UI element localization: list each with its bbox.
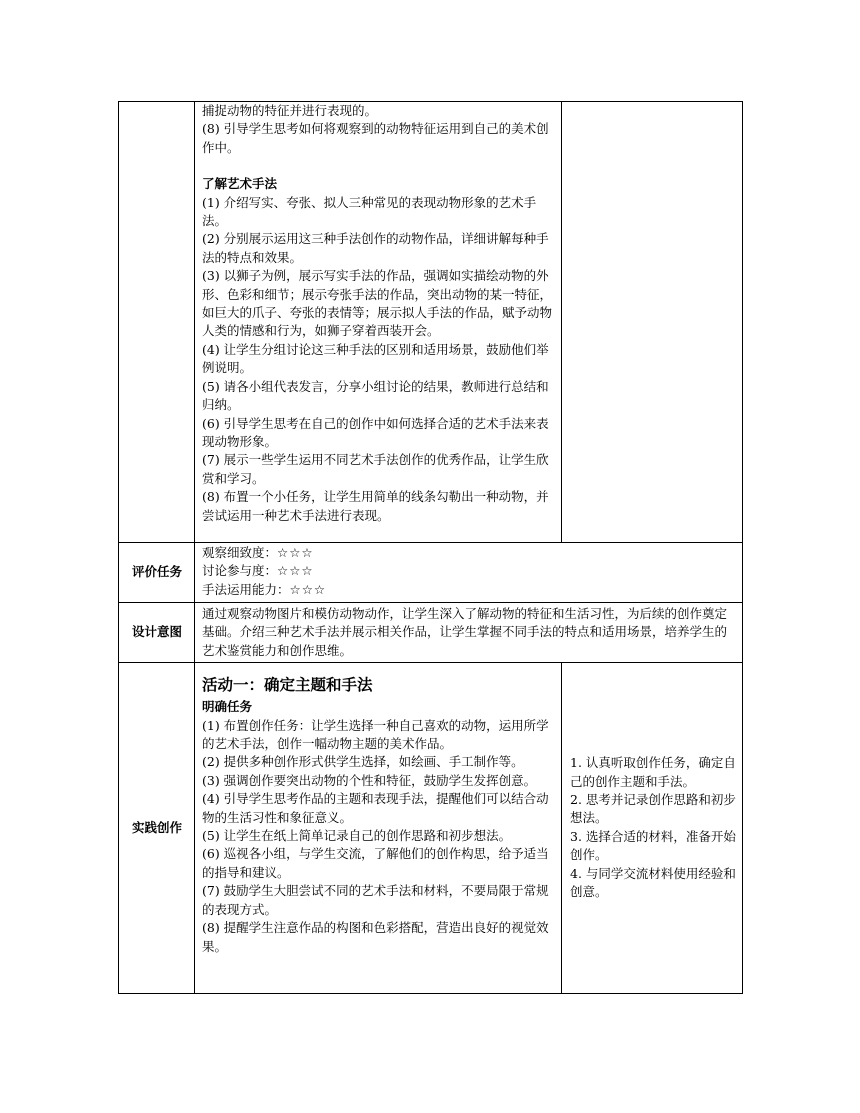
text-line: (3) 以狮子为例，展示写实手法的作品，强调如实描绘动物的外形、色彩和细节；展示夸张手法的作品，突出动物的某一特征，如巨大的爪子、夸张的表情等；展示拟人手法的作品，赋予动物人类的情感和行为，如狮子穿着西装开会。 [202,268,553,339]
section-subheading: 了解艺术手法 [202,176,278,192]
row-label-design-intent: 设计意图 [119,603,195,663]
blank-line [202,157,555,175]
lesson-plan-table [118,101,743,994]
star-rating: ☆☆☆ [289,581,327,597]
evaluation-cell [195,543,743,603]
text-line: (6) 引导学生思考在自己的创作中如何选择合适的艺术手法来表现动物形象。 [202,415,549,449]
evaluation-criterion: 讨论参与度： [202,563,278,579]
student-step: 3. 选择合适的材料，准备开始创作。 [570,828,736,863]
evaluation-criterion: 观察细致度： [202,545,278,560]
teacher-activity-cell [195,102,562,543]
text-line: (4) 引导学生思考作品的主题和表现手法，提醒他们可以结合动物的生活习性和象征意义。 [202,791,549,825]
student-step: 4. 与同学交流材料使用经验和创意。 [570,865,736,899]
text-line: (2) 提供多种创作形式供学生选择，如绘画、手工制作等。 [202,754,524,770]
text-line: (5) 让学生在纸上简单记录自己的创作思路和初步想法。 [202,828,512,844]
text-line: 捕捉动物的特征并进行表现的。 [202,103,378,118]
evaluation-item [202,562,736,580]
star-rating: ☆☆☆ [277,545,314,560]
practice-teacher-cell [195,663,562,994]
activity-title: 活动一：确定主题和手法 [202,676,373,695]
text-line: (1) 布置创作任务：让学生选择一种自己喜欢的动物，运用所学的艺术手法，创作一幅动物主题的美术作品。 [202,717,549,752]
text-line: (7) 鼓励学生大胆尝试不同的艺术手法和材料，不要局限于常规的表现方式。 [202,883,549,917]
text-line: (3) 强调创作要突出动物的个性和特征，鼓励学生发挥创意。 [202,772,537,788]
teaching-row [119,102,743,543]
student-step: 2. 思考并记录创作思路和初步想法。 [570,791,736,826]
text-line: (7) 展示一些学生运用不同艺术手法创作的优秀作品，让学生欣赏和学习。 [202,452,549,486]
row-label-evaluation: 评价任务 [119,543,195,603]
evaluation-criterion: 手法运用能力： [202,581,290,597]
design-intent-cell: 通过观察动物图片和模仿动物动作，让学生深入了解动物的特征和生活习性，为后续的创作奠定基础。介绍三种艺术手法并展示相关作品，让学生掌握不同手法的特点和适用场景，培养学生的艺术鉴赏能力和创作思维。 [195,603,743,663]
text-line: (2) 分别展示运用这三种手法创作的动物作品，详细讲解每种手法的特点和效果。 [202,231,549,265]
practice-row [119,663,743,994]
text-line: (8) 提醒学生注意作品的构图和色彩搭配，营造出良好的视觉效果。 [202,920,549,954]
text-line: (6) 巡视各小组，与学生交流，了解他们的创作构思，给予适当的指导和建议。 [202,846,549,880]
text-line: (5) 请各小组代表发言，分享小组讨论的结果，教师进行总结和归纳。 [202,378,549,413]
row-label-empty [119,102,195,543]
evaluation-item [202,581,736,599]
design-intent-row [119,603,743,663]
row-label-practice: 实践创作 [119,663,195,994]
star-rating: ☆☆☆ [277,563,314,579]
evaluation-item [202,544,736,562]
text-line: (8) 引导学生思考如何将观察到的动物特征运用到自己的美术创作中。 [202,121,549,155]
evaluation-row [119,543,743,603]
text-line: (8) 布置一个小任务，让学生用简单的线条勾勒出一种动物，并尝试运用一种艺术手法进行表现。 [202,489,549,523]
section-subheading: 明确任务 [202,699,253,715]
practice-student-cell [562,663,743,994]
student-step: 1. 认真听取创作任务，确定自己的创作主题和手法。 [570,755,736,789]
text-line: (4) 让学生分组讨论这三种手法的区别和适用场景，鼓励他们举例说明。 [202,341,549,376]
student-activity-cell [562,102,743,543]
text-line: (1) 介绍写实、夸张、拟人三种常见的表现动物形象的艺术手法。 [202,194,537,229]
